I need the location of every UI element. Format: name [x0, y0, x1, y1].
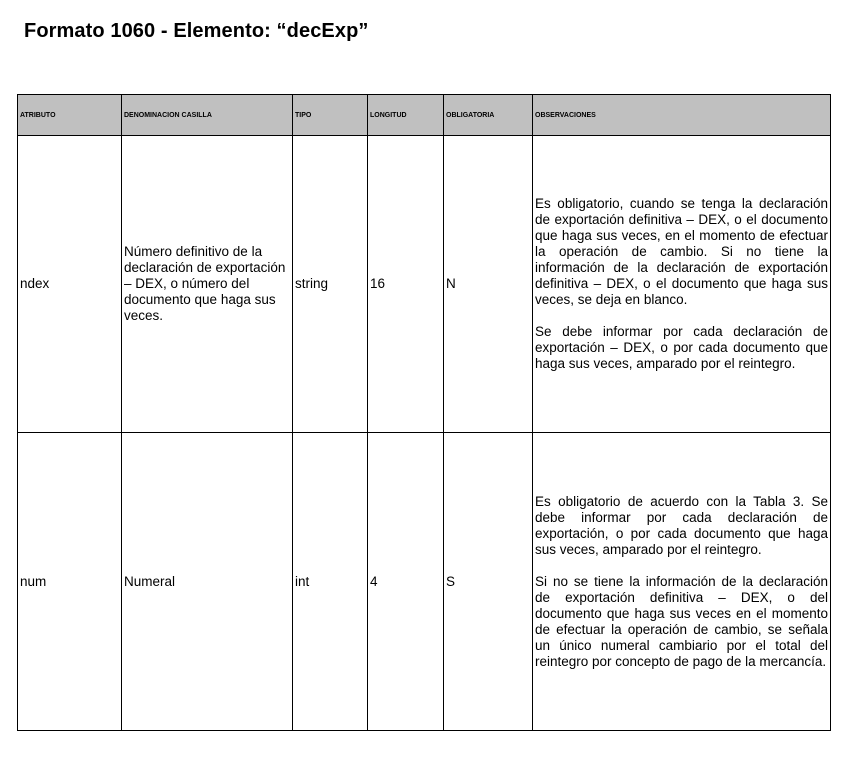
header-atributo: ATRIBUTO [18, 95, 122, 136]
table-header-row [18, 95, 831, 136]
header-longitud: LONGITUD [368, 95, 444, 136]
table-row [18, 433, 831, 731]
observation-paragraph: Es obligatorio, cuando se tenga la declaración de exportación definitiva – DEX, o el documento que haga sus veces, en el momento de efectuar la operación de cambio. Si no tiene la información de la declaración de exportación definitiva – DEX, o el documento que haga sus veces, se deja en blanco. [535, 196, 828, 307]
cell-tipo: int [293, 433, 368, 731]
cell-obligatoria: S [444, 433, 533, 731]
observation-paragraph: Es obligatorio de acuerdo con la Tabla 3. Se debe informar por cada declaración de exportación, o por cada documento que haga sus veces, amparado por el reintegro. [535, 493, 828, 557]
cell-atributo: num [18, 433, 122, 731]
header-observaciones: OBSERVACIONES [533, 95, 831, 136]
cell-observaciones [533, 136, 831, 433]
cell-denominacion: Número definitivo de la declaración de exportación – DEX, o número del documento que haga sus veces. [122, 136, 293, 433]
observation-paragraph: Si no se tiene la información de la declaración de exportación definitiva – DEX, o del documento que haga sus veces en el momento de efectuar la operación de cambio, se señala un único numeral cambiario por el total del reintegro por concepto de pago de la mercancía. [535, 573, 828, 669]
cell-obligatoria: N [444, 136, 533, 433]
table-row [18, 136, 831, 433]
cell-tipo: string [293, 136, 368, 433]
header-denominacion-casilla: DENOMINACION CASILLA [122, 95, 293, 136]
cell-observaciones [533, 433, 831, 731]
cell-longitud: 16 [368, 136, 444, 433]
cell-longitud: 4 [368, 433, 444, 731]
cell-denominacion: Numeral [122, 433, 293, 731]
cell-atributo: ndex [18, 136, 122, 433]
attributes-table [17, 94, 831, 731]
header-tipo: TIPO [293, 95, 368, 136]
observation-paragraph: Se debe informar por cada declaración de exportación – DEX, o por cada documento que haga sus veces, amparado por el reintegro. [535, 324, 828, 371]
header-obligatoria: OBLIGATORIA [444, 95, 533, 136]
page-title: Formato 1060 - Elemento: “decExp” [24, 20, 369, 42]
